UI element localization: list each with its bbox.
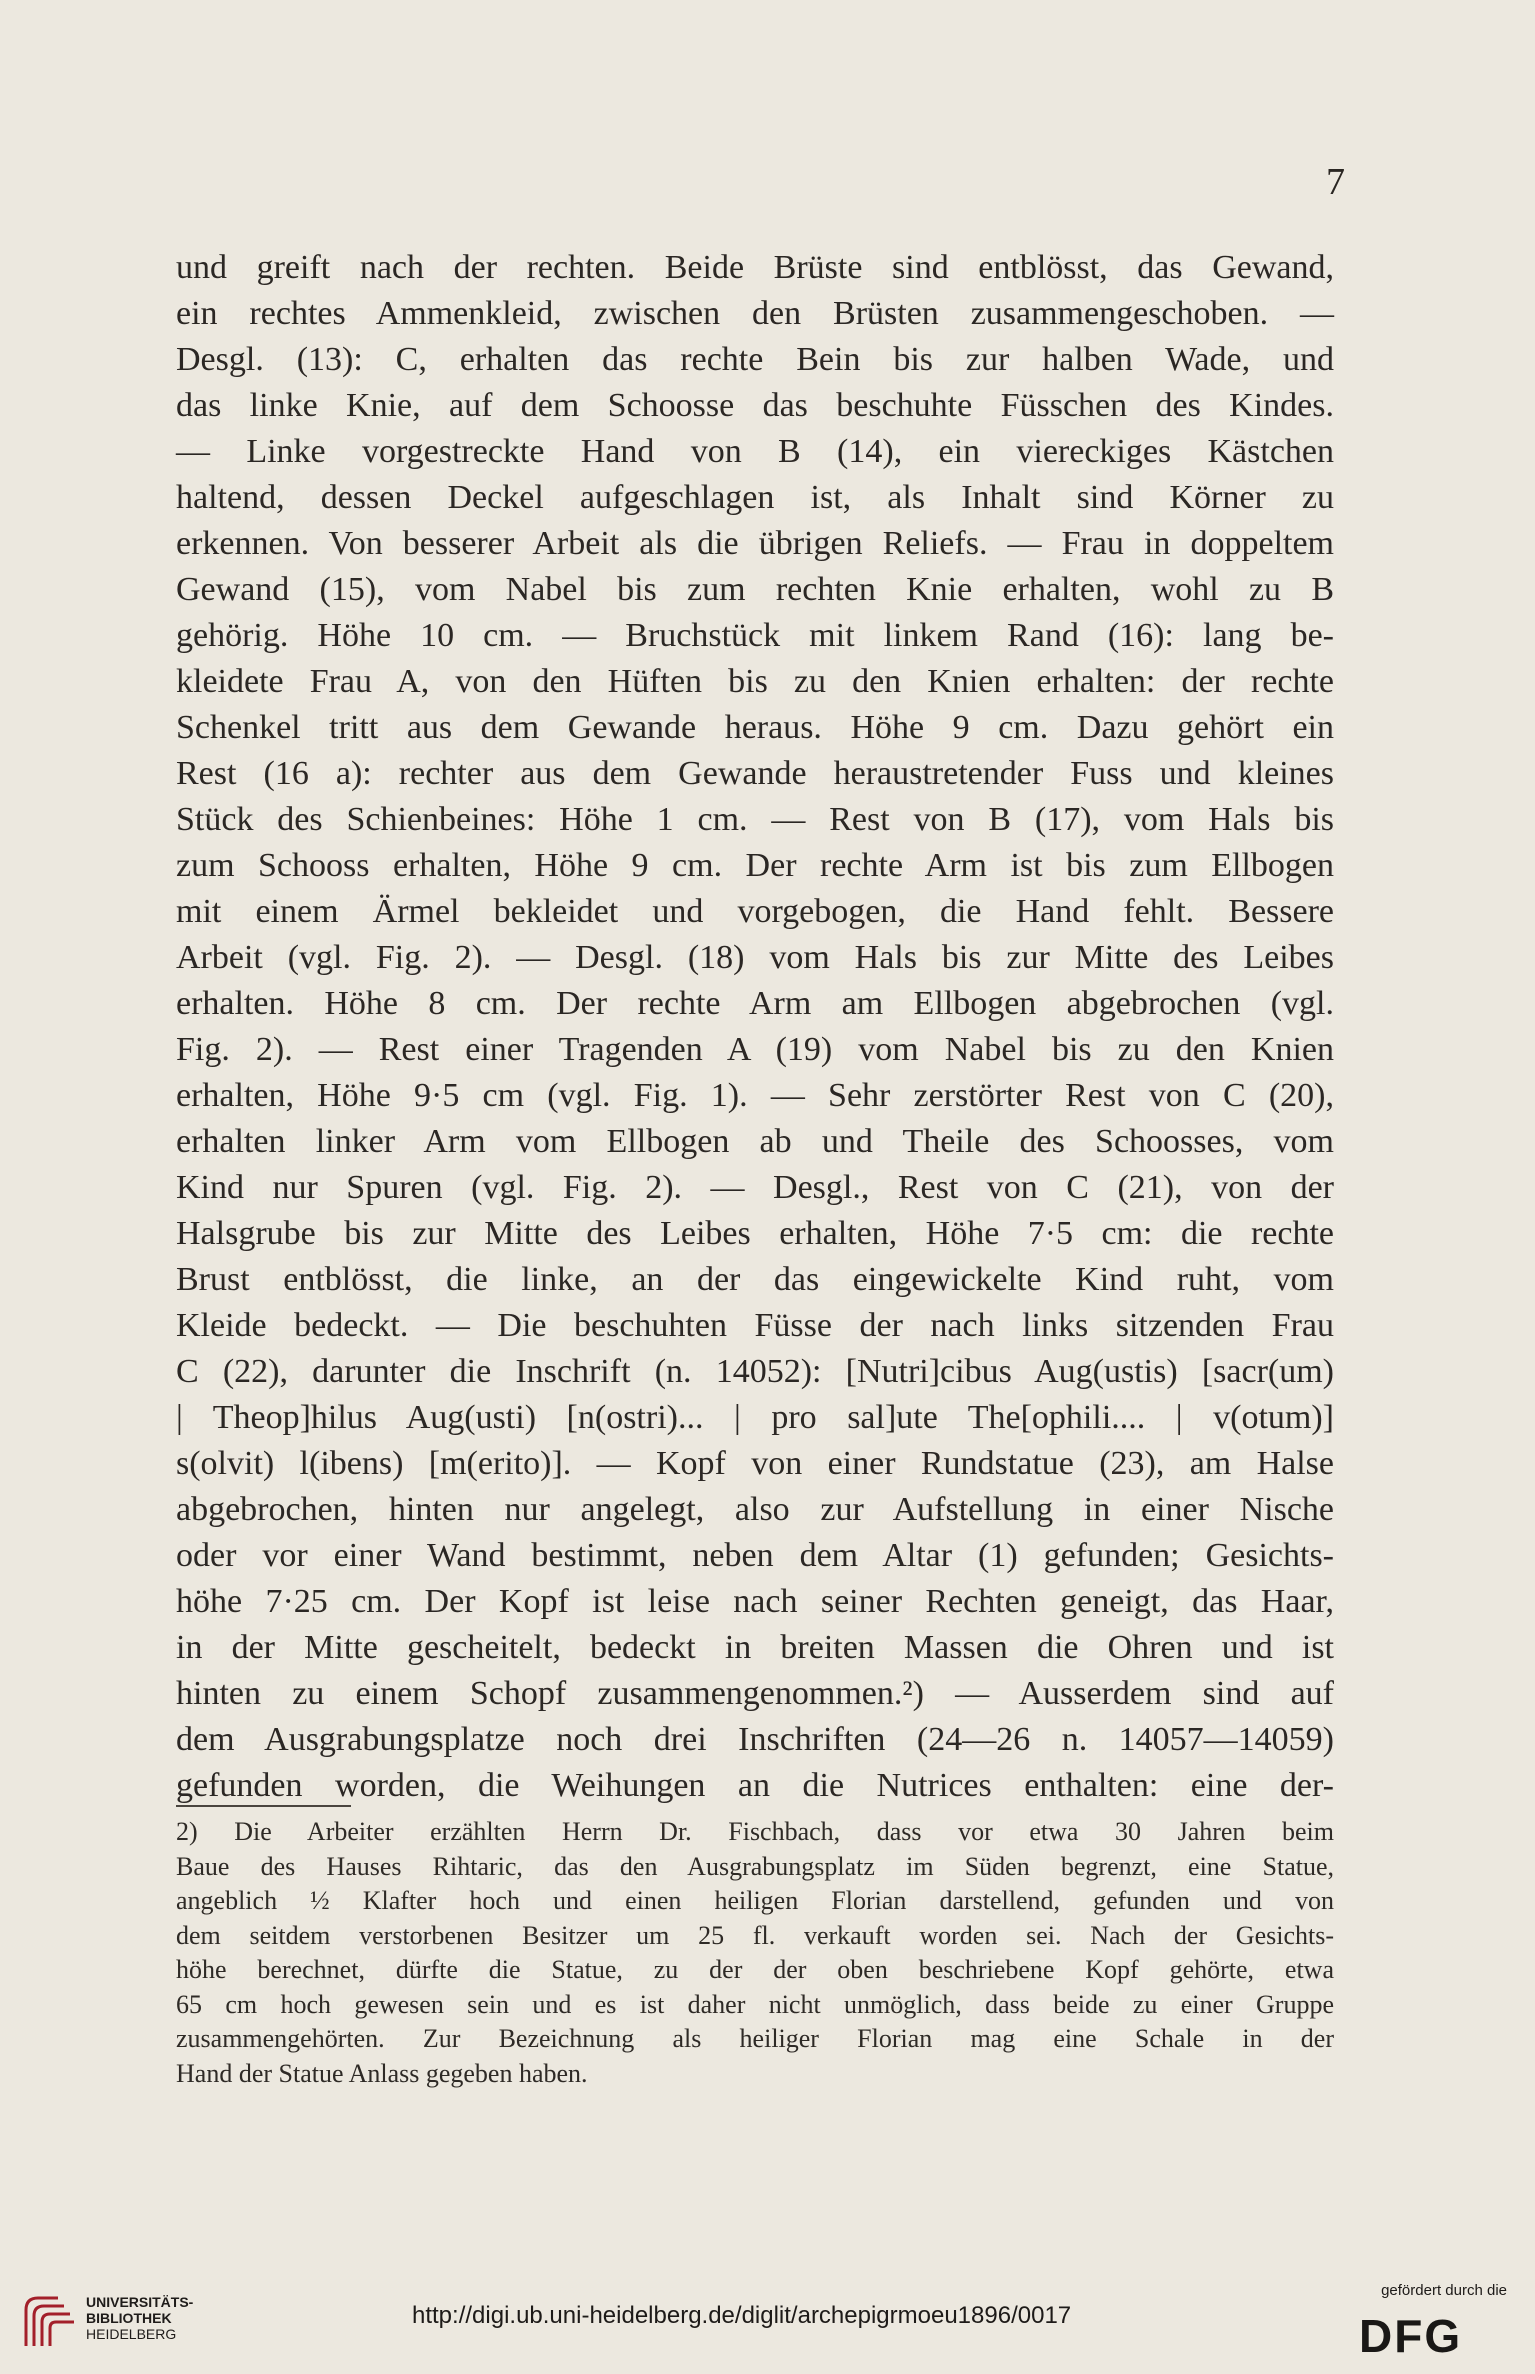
footnote <box>176 1815 1334 2091</box>
text-line: Fig. 2). — Rest einer Tragenden A (19) vom Nabel bis zu den Knien <box>176 1031 1334 1068</box>
text-line: Rest (16 a): rechter aus dem Gewande heraustretender Fuss und kleines <box>176 755 1334 792</box>
footnote-line: Baue des Hauses Rihtaric, das den Ausgrabungsplatz im Süden begrenzt, eine Statue, <box>176 1851 1334 1881</box>
library-name-line: BIBLIOTHEK <box>86 2310 172 2326</box>
footnote-text: Die Arbeiter erzählten Herrn Dr. Fischbach, dass vor etwa 30 Jahren beim <box>234 1817 1334 1846</box>
text-line: dem Ausgrabungsplatze noch drei Inschriften (24—26 n. 14057—14059) <box>176 1721 1334 1758</box>
text-line: gehörig. Höhe 10 cm. — Bruchstück mit linkem Rand (16): lang be- <box>176 617 1334 654</box>
library-name-line: HEIDELBERG <box>86 2326 177 2342</box>
text-line: das linke Knie, auf dem Schoosse das beschuhte Füsschen des Kindes. <box>176 387 1334 424</box>
footnote-line <box>176 1815 1334 1850</box>
text-line: Gewand (15), vom Nabel bis zum rechten Knie erhalten, wohl zu B <box>176 571 1334 608</box>
text-line: haltend, dessen Deckel aufgeschlagen ist, als Inhalt sind Körner zu <box>176 479 1334 516</box>
text-line: abgebrochen, hinten nur angelegt, also zur Aufstellung in einer Nische <box>176 1491 1334 1528</box>
text-line: oder vor einer Wand bestimmt, neben dem Altar (1) gefunden; Gesichts- <box>176 1537 1334 1574</box>
footnote-line: angeblich ½ Klafter hoch und einen heiligen Florian darstellend, gefunden und von <box>176 1886 1334 1915</box>
text-line: und greift nach der rechten. Beide Brüste sind entblösst, das Gewand, <box>176 249 1334 286</box>
text-line: Schenkel tritt aus dem Gewande heraus. Höhe 9 cm. Dazu gehört ein <box>176 709 1334 746</box>
text-line: Kleide bedeckt. — Die beschuhten Füsse der nach links sitzenden Frau <box>176 1307 1334 1344</box>
dfg-logo-icon <box>1359 2312 1509 2356</box>
footnote-line: Hand der Statue Anlass gegeben haben. <box>176 2058 588 2088</box>
text-line: ein rechtes Ammenkleid, zwischen den Brüsten zusammengeschoben. — <box>176 295 1334 332</box>
library-logo-icon <box>18 2290 80 2352</box>
text-line: — Linke vorgestreckte Hand von B (14), ein viereckiges Kästchen <box>176 433 1334 470</box>
footnote-line: zusammengehörten. Zur Bezeichnung als heiliger Florian mag eine Schale in der <box>176 2024 1334 2053</box>
footnote-line: 65 cm hoch gewesen sein und es ist daher nicht unmöglich, dass beide zu einer Gruppe <box>176 1989 1334 2019</box>
library-name <box>86 2294 193 2342</box>
footnote-divider <box>176 1805 351 1807</box>
text-line: erkennen. Von besserer Arbeit als die übrigen Reliefs. — Frau in doppeltem <box>176 525 1334 562</box>
text-line: Halsgrube bis zur Mitte des Leibes erhalten, Höhe 7·5 cm: die rechte <box>176 1215 1334 1252</box>
text-line: C (22), darunter die Inschrift (n. 14052): [Nutri]cibus Aug(ustis) [sacr(um) <box>176 1353 1334 1390</box>
text-line: höhe 7·25 cm. Der Kopf ist leise nach seiner Rechten geneigt, das Haar, <box>176 1583 1334 1620</box>
body-text <box>176 245 1334 1809</box>
text-line: Brust entblösst, die linke, an der das eingewickelte Kind ruht, vom <box>176 1261 1334 1298</box>
page-number: 7 <box>1326 161 1345 203</box>
text-line: hinten zu einem Schopf zusammengenommen.²) — Ausserdem sind auf <box>176 1675 1334 1712</box>
text-line: Desgl. (13): C, erhalten das rechte Bein bis zur halben Wade, und <box>176 341 1334 378</box>
footnote-line: höhe berechnet, dürfte die Statue, zu der der oben beschriebene Kopf gehörte, etwa <box>176 1955 1334 1984</box>
text-line: erhalten. Höhe 8 cm. Der rechte Arm am Ellbogen abgebrochen (vgl. <box>176 985 1334 1022</box>
text-line: s(olvit) l(ibens) [m(erito)]. — Kopf von einer Rundstatue (23), am Halse <box>176 1445 1334 1482</box>
text-line: zum Schooss erhalten, Höhe 9 cm. Der rechte Arm ist bis zum Ellbogen <box>176 847 1334 884</box>
text-line: gefunden worden, die Weihungen an die Nutrices enthalten: eine der- <box>176 1767 1334 1804</box>
footnote-line: dem seitdem verstorbenen Besitzer um 25 fl. verkauft worden sei. Nach der Gesichts- <box>176 1920 1334 1950</box>
dfg-logo-text: DFG <box>1359 2312 1463 2356</box>
text-line: erhalten, Höhe 9·5 cm (vgl. Fig. 1). — Sehr zerstörter Rest von C (20), <box>176 1077 1334 1114</box>
text-line: | Theop]hilus Aug(usti) [n(ostri)... | pro sal]ute The[ophili.... | v(otum)] <box>176 1399 1334 1436</box>
text-line: kleidete Frau A, von den Hüften bis zu den Knien erhalten: der rechte <box>176 663 1334 700</box>
funder-note: gefördert durch die <box>1381 2282 1507 2299</box>
text-line: mit einem Ärmel bekleidet und vorgebogen, die Hand fehlt. Bessere <box>176 893 1334 930</box>
source-url-link[interactable]: http://digi.ub.uni-heidelberg.de/diglit/archepigrmoeu1896/0017 <box>412 2302 1072 2329</box>
digitization-footer <box>0 2254 1535 2374</box>
text-line: erhalten linker Arm vom Ellbogen ab und Theile des Schoosses, vom <box>176 1123 1334 1160</box>
text-line: Stück des Schienbeines: Höhe 1 cm. — Rest von B (17), vom Hals bis <box>176 801 1334 838</box>
text-line: Arbeit (vgl. Fig. 2). — Desgl. (18) vom Hals bis zur Mitte des Leibes <box>176 939 1334 976</box>
library-name-line: UNIVERSITÄTS- <box>86 2294 194 2310</box>
footnote-marker: 2) <box>176 1817 198 1846</box>
text-line: Kind nur Spuren (vgl. Fig. 2). — Desgl., Rest von C (21), von der <box>176 1169 1334 1206</box>
text-line: in der Mitte gescheitelt, bedeckt in breiten Massen die Ohren und ist <box>176 1629 1334 1666</box>
